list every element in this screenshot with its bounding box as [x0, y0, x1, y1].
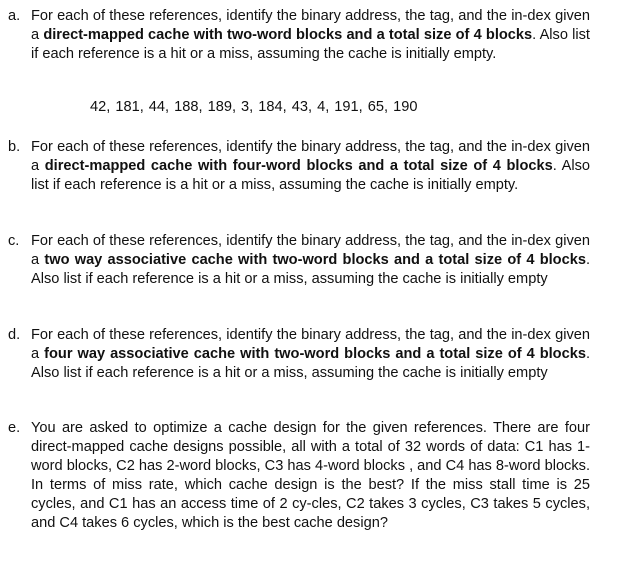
- question-b: [8, 138, 590, 195]
- question-text-plain: . Also list if each reference is a hit or a miss, assuming the cache is initially empty.: [31, 27, 590, 62]
- question-text: [31, 138, 590, 195]
- question-text-plain: . Also list if each reference is a hit or a miss, assuming the cache is initially empty: [31, 252, 591, 287]
- question-letter: e.: [8, 420, 21, 436]
- question-a: [8, 7, 590, 64]
- question-text-plain: For each of these references, identify the binary address, the tag, and the in-dex given a: [31, 8, 590, 43]
- question-text-plain: For each of these references, identify the binary address, the tag, and the in-dex given a: [31, 327, 590, 362]
- question-text: [31, 326, 590, 383]
- question-text-bold: direct-mapped cache with two-word blocks and a total size of 4 blocks: [43, 27, 533, 43]
- question-letter: c.: [8, 233, 20, 249]
- question-text-plain: . Also list if each reference is a hit or a miss, assuming the cache is initially empty.: [31, 158, 590, 193]
- question-d: [8, 326, 590, 383]
- reference-list: 42, 181, 44, 188, 189, 3, 184, 43, 4, 191, 65, 190: [90, 99, 418, 115]
- question-e: [8, 419, 590, 533]
- question-letter: d.: [8, 327, 21, 343]
- question-text-plain: For each of these references, identify the binary address, the tag, and the in-dex given a: [31, 139, 590, 174]
- question-text: You are asked to optimize a cache design for the given references. There are four direct-mapped cache designs possible, all with a total of 32 words of data: C1 has 1-word blocks, C2 has 2-word blocks, C3 has 4-word blocks , and C4 has 8-word blocks. In terms of miss rate, which cache design is the best? If the miss stall time is 25 cycles, and C1 has an access time of 2 cy-cles, C2 takes 3 cycles, C3 takes 5 cycles, and C4 takes 6 cycles, which is the best cache design?: [31, 420, 590, 531]
- question-text-bold: two way associative cache with two-word blocks and a total size of 4 blocks: [44, 252, 586, 268]
- question-letter: b.: [8, 139, 21, 155]
- question-text-bold: four way associative cache with two-word blocks and a total size of 4 blocks: [44, 346, 586, 362]
- question-letter: a.: [8, 8, 21, 24]
- question-text-plain: For each of these references, identify the binary address, the tag, and the in-dex given a: [31, 233, 590, 268]
- question-text: [31, 7, 590, 64]
- question-c: [8, 232, 590, 289]
- question-text-bold: direct-mapped cache with four-word blocks and a total size of 4 blocks: [44, 158, 553, 174]
- question-text: [31, 232, 590, 289]
- question-text-plain: . Also list if each reference is a hit or a miss, assuming the cache is initially empty: [31, 346, 591, 381]
